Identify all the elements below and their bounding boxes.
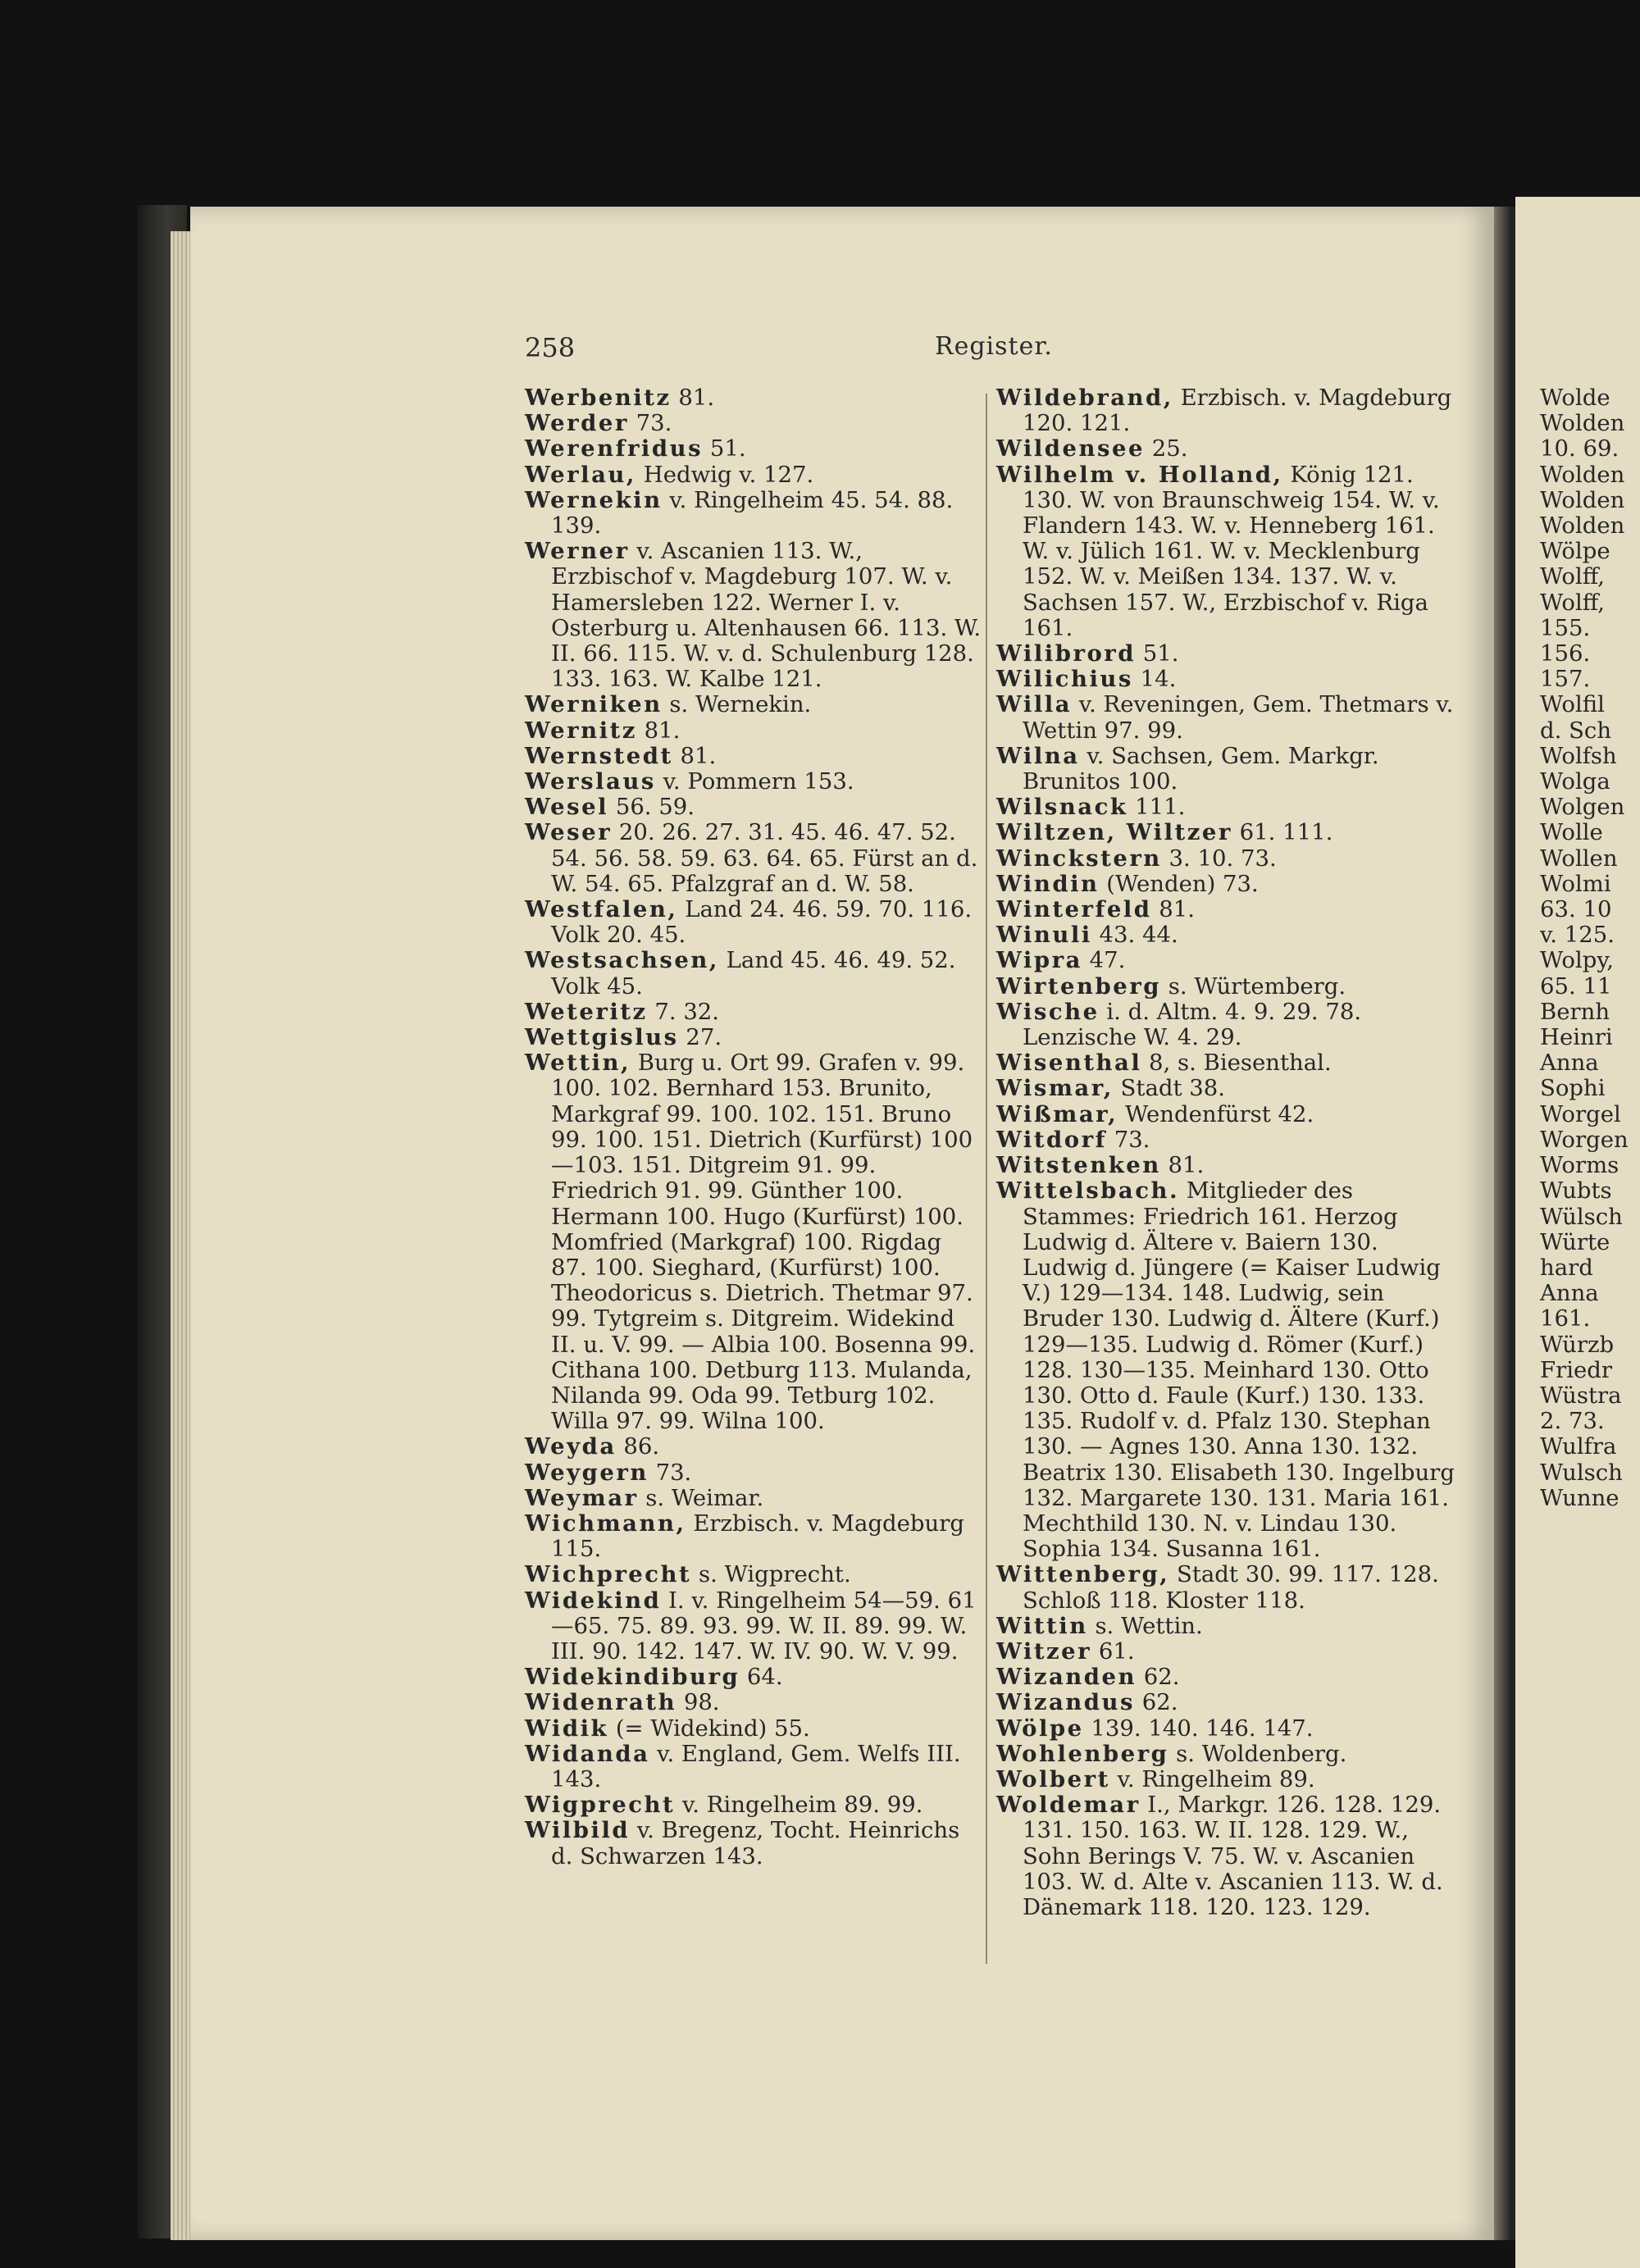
next-page-line: 157.	[1540, 666, 1591, 693]
entry-references: (= Widekind) 55.	[608, 1715, 810, 1742]
index-entry	[525, 820, 984, 897]
index-entry	[525, 385, 984, 411]
entry-references: 3. 10. 73.	[1161, 845, 1277, 872]
entry-headword: Winuli	[996, 922, 1092, 949]
entry-headword: Wilbild	[525, 1817, 631, 1844]
next-page-line: Wölpe	[1540, 538, 1610, 565]
entry-headword: Westsachsen,	[525, 947, 719, 974]
index-entry	[996, 846, 1456, 872]
next-page-line: Worms	[1540, 1152, 1620, 1179]
index-entry	[525, 1792, 984, 1818]
entry-headword: Werder	[525, 410, 629, 437]
next-page-line: hard	[1540, 1254, 1593, 1281]
entry-headword: Wittin	[996, 1612, 1088, 1639]
entry-references: 8, s. Biesenthal.	[1141, 1050, 1332, 1077]
next-page-line: Worgen	[1540, 1126, 1629, 1153]
entry-references: 7. 32.	[647, 998, 720, 1025]
index-entry	[996, 795, 1456, 820]
entry-headword: Wettin,	[525, 1050, 631, 1077]
entry-headword: Witstenken	[996, 1152, 1161, 1179]
entry-headword: Weteritz	[525, 998, 648, 1025]
index-entry	[525, 897, 984, 948]
entry-references: 111.	[1128, 794, 1186, 821]
index-entry	[525, 1434, 984, 1460]
next-page-line: Wolden	[1540, 410, 1625, 437]
entry-headword: Wilna	[996, 742, 1080, 769]
entry-headword: Wettgislus	[525, 1024, 679, 1051]
entry-headword: Winterfeld	[996, 896, 1152, 923]
next-page-line: Sophi	[1540, 1075, 1606, 1102]
next-page-line: Anna	[1540, 1050, 1599, 1077]
entry-references: 73.	[648, 1459, 692, 1486]
index-entry	[996, 692, 1456, 743]
index-entry	[525, 1588, 984, 1665]
index-entry	[525, 718, 984, 744]
next-page-line: Wollen	[1540, 845, 1618, 872]
entry-headword: Windin	[996, 870, 1100, 897]
entry-headword: Wiltzen, Wiltzer	[996, 819, 1232, 846]
entry-references: v. Ringelheim 89. 99.	[675, 1792, 923, 1819]
entry-headword: Wilichius	[996, 666, 1133, 693]
next-page-line: 10. 69.	[1540, 435, 1620, 462]
entry-headword: Wohlenberg	[996, 1740, 1169, 1767]
index-entry	[525, 462, 984, 488]
entry-references: 81.	[636, 717, 681, 744]
index-entry	[525, 1562, 984, 1587]
next-page-line: d. Sch	[1540, 717, 1612, 744]
next-page-line: Wolden	[1540, 461, 1625, 488]
entry-references: 20. 26. 27. 31. 45. 46. 47. 52. 54. 56. 58. 59. 63. 64. 65. Fürst an d. W. 54. 65. Pfalzgraf an d. W. 58.	[551, 819, 978, 897]
index-entry	[525, 744, 984, 769]
entry-headword: Willa	[996, 691, 1073, 718]
next-page-line: Wolfil	[1540, 691, 1605, 718]
entry-references: 14.	[1132, 666, 1177, 693]
entry-references: s. Wettin.	[1087, 1612, 1203, 1639]
entry-references: v. Ascanien 113. W., Erzbischof v. Magdeburg 107. W. v. Hamersleben 122. Werner I. v. Osterburg u. Altenhausen 66. 113. W. II. 66. 115. W. v. d. Schulenburg 128. 133. 163. W. Kalbe 121.	[551, 538, 982, 693]
index-entry	[525, 1665, 984, 1690]
next-page-line: Wolle	[1540, 819, 1603, 846]
next-page-line: Wulfra	[1540, 1433, 1617, 1460]
entry-headword: Wittelsbach.	[996, 1177, 1180, 1205]
index-entry	[996, 1792, 1456, 1920]
entry-references: Stadt 38.	[1113, 1075, 1225, 1102]
index-entry	[525, 1025, 984, 1050]
entry-references: 61. 111.	[1232, 819, 1333, 846]
entry-references: 73.	[628, 410, 672, 437]
entry-references: 81.	[671, 385, 715, 411]
entry-headword: Wichmann,	[525, 1510, 686, 1537]
next-page-fragments	[1540, 385, 1640, 1511]
entry-headword: Wipra	[996, 947, 1082, 974]
index-entry	[525, 1742, 984, 1792]
entry-headword: Weyda	[525, 1433, 617, 1460]
entry-headword: Widekind	[525, 1587, 662, 1614]
entry-references: 81.	[672, 742, 717, 769]
entry-references: v. Ringelheim 45. 54. 88. 139.	[551, 486, 954, 540]
entry-headword: Wilhelm v. Holland,	[996, 461, 1283, 488]
index-entry	[996, 1690, 1456, 1715]
entry-references: v. Pommern 153.	[655, 768, 854, 795]
entry-references: s. Weimar.	[638, 1484, 764, 1511]
index-entry	[525, 1511, 984, 1562]
entry-references: Mitglieder des Stammes: Friedrich 161. Herzog Ludwig d. Ältere v. Baiern 130. Ludwig d. Jüngere (= Kaiser Ludwig V.) 129—134. 148. Ludwig, sein Bruder 130. Ludwig d. Ältere (Kurf.) 129—135. Ludwig d. Römer (Kurf.) 128. 130—135. Meinhard 130. Otto 130. Otto d. Faule (Kurf.) 130. 133. 135. Rudolf v. d. Pfalz 130. Stephan 130. — Agnes 130. Anna 130. 132. Beatrix 130. Elisabeth 130. Ingelburg 132. Margarete 130. 131. Maria 161. Mechthild 130. N. v. Lindau 130. Sophia 134. Susanna 161.	[1023, 1177, 1455, 1563]
index-entry	[996, 1102, 1456, 1127]
column-divider	[986, 394, 987, 1964]
entry-headword: Weser	[525, 819, 613, 846]
entry-references: v. Ringelheim 89.	[1109, 1765, 1315, 1792]
index-entry	[996, 1614, 1456, 1639]
next-page-line: Wolff,	[1540, 563, 1606, 590]
entry-headword: Wolbert	[996, 1765, 1110, 1792]
entry-headword: Wigprecht	[525, 1792, 676, 1819]
entry-headword: Wizanden	[996, 1664, 1137, 1691]
entry-headword: Wernitz	[525, 717, 637, 744]
entry-headword: Widik	[525, 1715, 609, 1742]
next-page-line: Bernh	[1540, 998, 1610, 1025]
index-entry	[996, 744, 1456, 795]
next-page-line: Wolden	[1540, 512, 1625, 540]
next-page-line: Wolga	[1540, 768, 1610, 795]
left-column	[525, 385, 984, 1870]
index-entry	[996, 1178, 1456, 1562]
entry-headword: Wernekin	[525, 486, 663, 513]
entry-references: Hedwig v. 127.	[636, 461, 814, 488]
entry-references: v. Reveningen, Gem. Thetmars v. Wettin 97. 99.	[1023, 691, 1454, 744]
entry-references: König 121. 130. W. von Braunschweig 154. W. v. Flandern 143. W. v. Henneberg 161. W. v. Jülich 161. W. v. Mecklenburg 152. W. v. Meißen 134. 137. W. v. Sachsen 157. W., Erzbischof v. Riga 161.	[1023, 461, 1440, 641]
entry-references: Land 45. 46. 49. 52. Volk 45.	[551, 947, 956, 1000]
entry-references: i. d. Altm. 4. 9. 29. 78. Lenzische W. 4. 29.	[1023, 998, 1362, 1051]
entry-headword: Weymar	[525, 1484, 639, 1511]
entry-headword: Wilibrord	[996, 640, 1137, 667]
next-page-line: Wüstra	[1540, 1382, 1622, 1409]
entry-references: 73.	[1106, 1126, 1150, 1153]
entry-references: 61.	[1091, 1637, 1135, 1665]
entry-references: Land 24. 46. 59. 70. 116. Volk 20. 45.	[551, 896, 973, 949]
entry-headword: Wismar,	[996, 1075, 1114, 1102]
index-entry	[525, 769, 984, 795]
entry-headword: Werbenitz	[525, 385, 672, 411]
next-page-line: Friedr	[1540, 1356, 1613, 1383]
index-entry	[525, 1690, 984, 1715]
entry-references: s. Wigprecht.	[691, 1561, 851, 1588]
index-entry	[996, 436, 1456, 462]
entry-headword: Werslaus	[525, 768, 656, 795]
page-number: 258	[525, 332, 576, 363]
entry-headword: Wißmar,	[996, 1100, 1118, 1127]
entry-headword: Werner	[525, 538, 630, 565]
entry-headword: Weygern	[525, 1459, 649, 1486]
next-page-line: Würte	[1540, 1228, 1610, 1255]
index-entry	[525, 1460, 984, 1486]
index-entry	[525, 948, 984, 999]
entry-references: 86.	[616, 1433, 660, 1460]
entry-references: 43. 44.	[1091, 922, 1178, 949]
next-page-line: Wolfsh	[1540, 742, 1617, 769]
next-page-line: 2. 73.	[1540, 1408, 1605, 1435]
entry-references: Stadt 30. 99. 117. 128. Schloß 118. Kloster 118.	[1023, 1561, 1439, 1614]
entry-references: 25.	[1145, 435, 1188, 462]
entry-headword: Wildebrand,	[996, 385, 1173, 411]
entry-references: v. Bregenz, Tocht. Heinrichs d. Schwarzen 143.	[551, 1817, 960, 1870]
entry-headword: Wesel	[525, 794, 609, 821]
entry-headword: Wernstedt	[525, 742, 673, 769]
entry-references: 27.	[678, 1024, 722, 1051]
index-entry	[996, 948, 1456, 973]
entry-references: 64.	[740, 1664, 783, 1691]
next-page-line: Wubts	[1540, 1177, 1612, 1205]
entry-references: Erzbisch. v. Magdeburg 115.	[551, 1510, 964, 1563]
index-entry	[996, 462, 1456, 641]
next-page-line: Wulsch	[1540, 1459, 1623, 1486]
index-entry	[996, 385, 1456, 436]
next-page-line: Wolden	[1540, 486, 1625, 513]
next-page-line: v. 125.	[1540, 922, 1615, 949]
right-column	[996, 385, 1456, 1920]
index-entry	[996, 1665, 1456, 1690]
next-page-line: Anna	[1540, 1280, 1599, 1307]
entry-headword: Wilsnack	[996, 794, 1128, 821]
entry-headword: Woldemar	[996, 1792, 1141, 1819]
index-entry	[996, 1076, 1456, 1101]
index-entry	[996, 1716, 1456, 1742]
entry-references: 81.	[1160, 1152, 1205, 1179]
index-entry	[525, 411, 984, 436]
index-entry	[996, 1153, 1456, 1178]
entry-headword: Wische	[996, 998, 1100, 1025]
entry-headword: Wittenberg,	[996, 1561, 1170, 1588]
entry-references: 51.	[1136, 640, 1179, 667]
next-page-line: 161.	[1540, 1305, 1591, 1332]
index-entry	[525, 1050, 984, 1434]
index-entry	[996, 1127, 1456, 1153]
entry-references: 62.	[1134, 1689, 1178, 1716]
next-page-line: Wolgen	[1540, 794, 1625, 821]
index-entry	[996, 667, 1456, 692]
entry-headword: Widanda	[525, 1740, 650, 1767]
next-page-line: Würzb	[1540, 1331, 1615, 1358]
entry-references: s. Würtemberg.	[1160, 972, 1346, 1000]
next-page-line: 156.	[1540, 640, 1591, 667]
entry-references: s. Wernekin.	[662, 691, 812, 718]
entry-references: Wendenfürst 42.	[1118, 1100, 1314, 1127]
index-entry	[996, 1562, 1456, 1613]
entry-headword: Wildensee	[996, 435, 1145, 462]
entry-headword: Witdorf	[996, 1126, 1107, 1153]
entry-headword: Wölpe	[996, 1715, 1084, 1742]
index-entry	[525, 436, 984, 462]
entry-headword: Wirtenberg	[996, 972, 1161, 1000]
index-entry	[996, 1742, 1456, 1767]
entry-references: 47.	[1082, 947, 1126, 974]
entry-references: Burg u. Ort 99. Grafen v. 99. 100. 102. Bernhard 153. Brunito, Markgraf 99. 100. 102. 151. Bruno 99. 100. 151. Dietrich (Kurfürst) 100—103. 151. Ditgreim 91. 99. Friedrich 91. 99. Günther 100. Hermann 100. Hugo (Kurfürst) 100. Momfried (Markgraf) 100. Rigdag 87. 100. Sieghard, (Kurfürst) 100. Theodoricus s. Dietrich. Thetmar 97. 99. Tytgreim s. Ditgreim. Widekind II. u. V. 99. — Albia 100. Bosenna 99. Cithana 100. Detburg 113. Mulanda, Nilanda 99. Oda 99. Tetburg 102. Willa 97. 99. Wilna 100.	[551, 1050, 976, 1435]
entry-references: I. v. Ringelheim 54—59. 61—65. 75. 89. 93. 99. W. II. 89. 99. W. III. 90. 142. 147. W. IV. 90. W. V. 99.	[551, 1587, 977, 1665]
entry-references: 51.	[703, 435, 746, 462]
index-entry	[996, 820, 1456, 845]
index-entry	[525, 1818, 984, 1869]
next-page-line: Wolde	[1540, 385, 1610, 411]
entry-references: 56. 59.	[608, 794, 695, 821]
next-page-line: Wolpy,	[1540, 947, 1614, 974]
book-gutter	[1494, 207, 1515, 2240]
entry-references: v. England, Gem. Welfs III. 143.	[551, 1740, 961, 1792]
entry-references: Erzbisch. v. Magdeburg 120. 121.	[1023, 385, 1452, 437]
entry-references: 139. 140. 146. 147.	[1083, 1715, 1314, 1742]
entry-references: (Wenden) 73.	[1099, 870, 1259, 897]
index-entry	[996, 897, 1456, 922]
entry-headword: Widenrath	[525, 1689, 677, 1716]
running-head: Register.	[935, 332, 1053, 361]
entry-headword: Werniken	[525, 691, 663, 718]
entry-headword: Wisenthal	[996, 1050, 1142, 1077]
index-entry	[525, 1000, 984, 1025]
entry-headword: Witzer	[996, 1637, 1092, 1665]
entry-references: s. Woldenberg.	[1168, 1740, 1347, 1767]
entry-references: 98.	[676, 1689, 720, 1716]
next-page-line: Wolmi	[1540, 870, 1611, 897]
index-entry	[996, 1639, 1456, 1665]
index-entry	[996, 974, 1456, 1000]
index-entry	[525, 488, 984, 539]
index-entry	[525, 1716, 984, 1742]
next-page-line: 155.	[1540, 614, 1591, 641]
index-entry	[996, 1050, 1456, 1076]
entry-headword: Werenfridus	[525, 435, 704, 462]
next-page-line: Wülsch	[1540, 1203, 1623, 1230]
next-page-line: 65. 11	[1540, 972, 1612, 1000]
entry-headword: Wichprecht	[525, 1561, 692, 1588]
entry-references: I., Markgr. 126. 128. 129. 131. 150. 163. W. II. 128. 129. W., Sohn Berings V. 75. W. v. Ascanien 103. W. d. Alte v. Ascanien 113. W. d. Dänemark 118. 120. 123. 129.	[1023, 1792, 1443, 1920]
entry-references: v. Sachsen, Gem. Markgr. Brunitos 100.	[1023, 742, 1379, 795]
index-entry	[996, 1767, 1456, 1792]
index-entry	[525, 795, 984, 820]
index-entry	[996, 922, 1456, 948]
index-entry	[525, 1486, 984, 1511]
index-entry	[525, 539, 984, 692]
next-page-line: Worgel	[1540, 1100, 1621, 1127]
next-page-line: Heinri	[1540, 1024, 1613, 1051]
entry-headword: Winckstern	[996, 845, 1162, 872]
index-entry	[996, 641, 1456, 667]
next-page-line: Wolff,	[1540, 589, 1606, 616]
index-entry	[996, 872, 1456, 897]
index-entry	[996, 1000, 1456, 1050]
entry-headword: Wizandus	[996, 1689, 1135, 1716]
index-entry	[525, 692, 984, 717]
entry-headword: Werlau,	[525, 461, 636, 488]
entry-headword: Westfalen,	[525, 896, 678, 923]
entry-references: 81.	[1151, 896, 1196, 923]
next-page-line: 63. 10	[1540, 896, 1612, 923]
entry-references: 62.	[1137, 1664, 1180, 1691]
entry-headword: Widekindiburg	[525, 1664, 740, 1691]
next-page-line: Wunne	[1540, 1484, 1620, 1511]
